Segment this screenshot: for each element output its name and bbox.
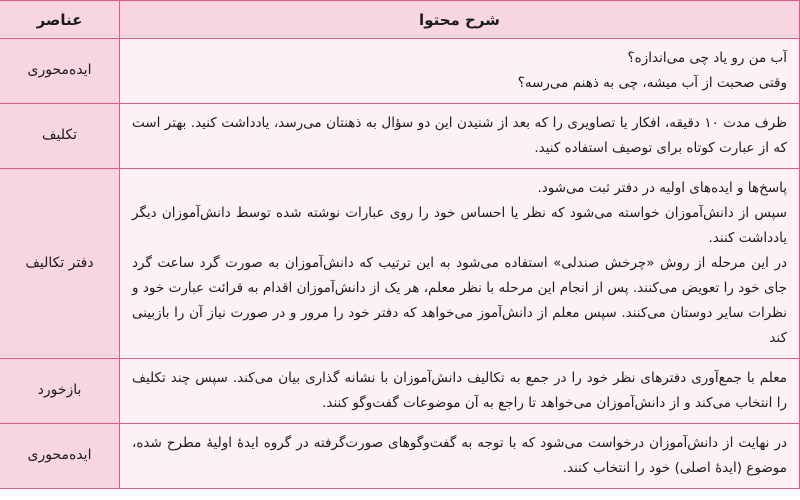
content-paragraph: معلم با جمع‌آوری دفترهای نظر خود را در جمع به تکالیف دانش‌آموزان با نشانه گذاری بیان می‌کند. سپس چند تکلیف را انتخاب می‌کند و از دانش‌آموزان می‌خواهد تا راجع به آن موضوعات گفت‌وگو کنند. — [132, 369, 787, 411]
content-paragraph: آب من رو یاد چی می‌اندازه؟ — [627, 50, 787, 66]
row-content-cell — [120, 39, 800, 104]
content-paragraph: در نهایت از دانش‌آموزان درخواست می‌شود که با توجه به گفت‌وگوهای صورت‌گرفته در گروه ایدهٔ اولیهٔ مطرح شده، موضوع (ایدهٔ اصلی) خود را انتخاب کنند. — [132, 434, 787, 476]
column-header-elements: عناصر — [0, 1, 120, 39]
table-row — [0, 168, 800, 358]
row-content-cell — [120, 168, 800, 358]
content-paragraph: پاسخ‌ها و ایده‌های اولیه در دفتر ثبت می‌شود. — [537, 179, 787, 196]
row-content-cell — [120, 103, 800, 168]
table-row — [0, 358, 800, 423]
table-row — [0, 39, 800, 104]
row-element-cell: بازخورد — [0, 358, 120, 423]
table-row — [0, 103, 800, 168]
row-element-cell: تکلیف — [0, 103, 120, 168]
table-body — [0, 39, 800, 489]
content-paragraph: سپس از دانش‌آموزان خواسته می‌شود که نظر یا احساس خود را روی عبارات نوشته شده توسط دانش‌آموزان دیگر یادداشت کنند. — [132, 204, 787, 246]
row-element-cell: ایده‌محوری — [0, 423, 120, 488]
column-header-content: شرح محتوا — [120, 1, 800, 39]
content-paragraph: ظرف مدت ۱۰ دقیقه، افکار یا تصاویری را که بعد از شنیدن این دو سؤال به ذهنتان می‌رسد، یادداشت کنید. بهتر است که از عبارت کوتاه برای توصیف استفاده کنید. — [132, 114, 787, 156]
row-content-cell — [120, 358, 800, 423]
content-paragraph: وقتی صحبت از آب میشه، چی به ذهنم می‌رسه؟ — [517, 74, 787, 91]
content-paragraph: در این مرحله از روش «چرخش صندلی» استفاده می‌شود به این ترتیب که دانش‌آموزان به صورت گرد ساعت گرد جای خود را تعویض می‌کنند. پس از انجام این مرحله با نظر معلم، هر یک از دانش‌آموزان اقدام به قرائت عبارت خود و نظرات سایر دوستان می‌کنند. سپس معلم از دانش‌آموز می‌خواهد که دفتر خود را مرور و در صورت نیاز آن را بازبینی کند — [132, 254, 787, 346]
table-header — [0, 1, 800, 39]
table-header-row — [0, 1, 800, 39]
table-row — [0, 423, 800, 488]
row-element-cell: دفتر تکالیف — [0, 168, 120, 358]
row-content-cell — [120, 423, 800, 488]
row-element-cell: ایده‌محوری — [0, 39, 120, 104]
